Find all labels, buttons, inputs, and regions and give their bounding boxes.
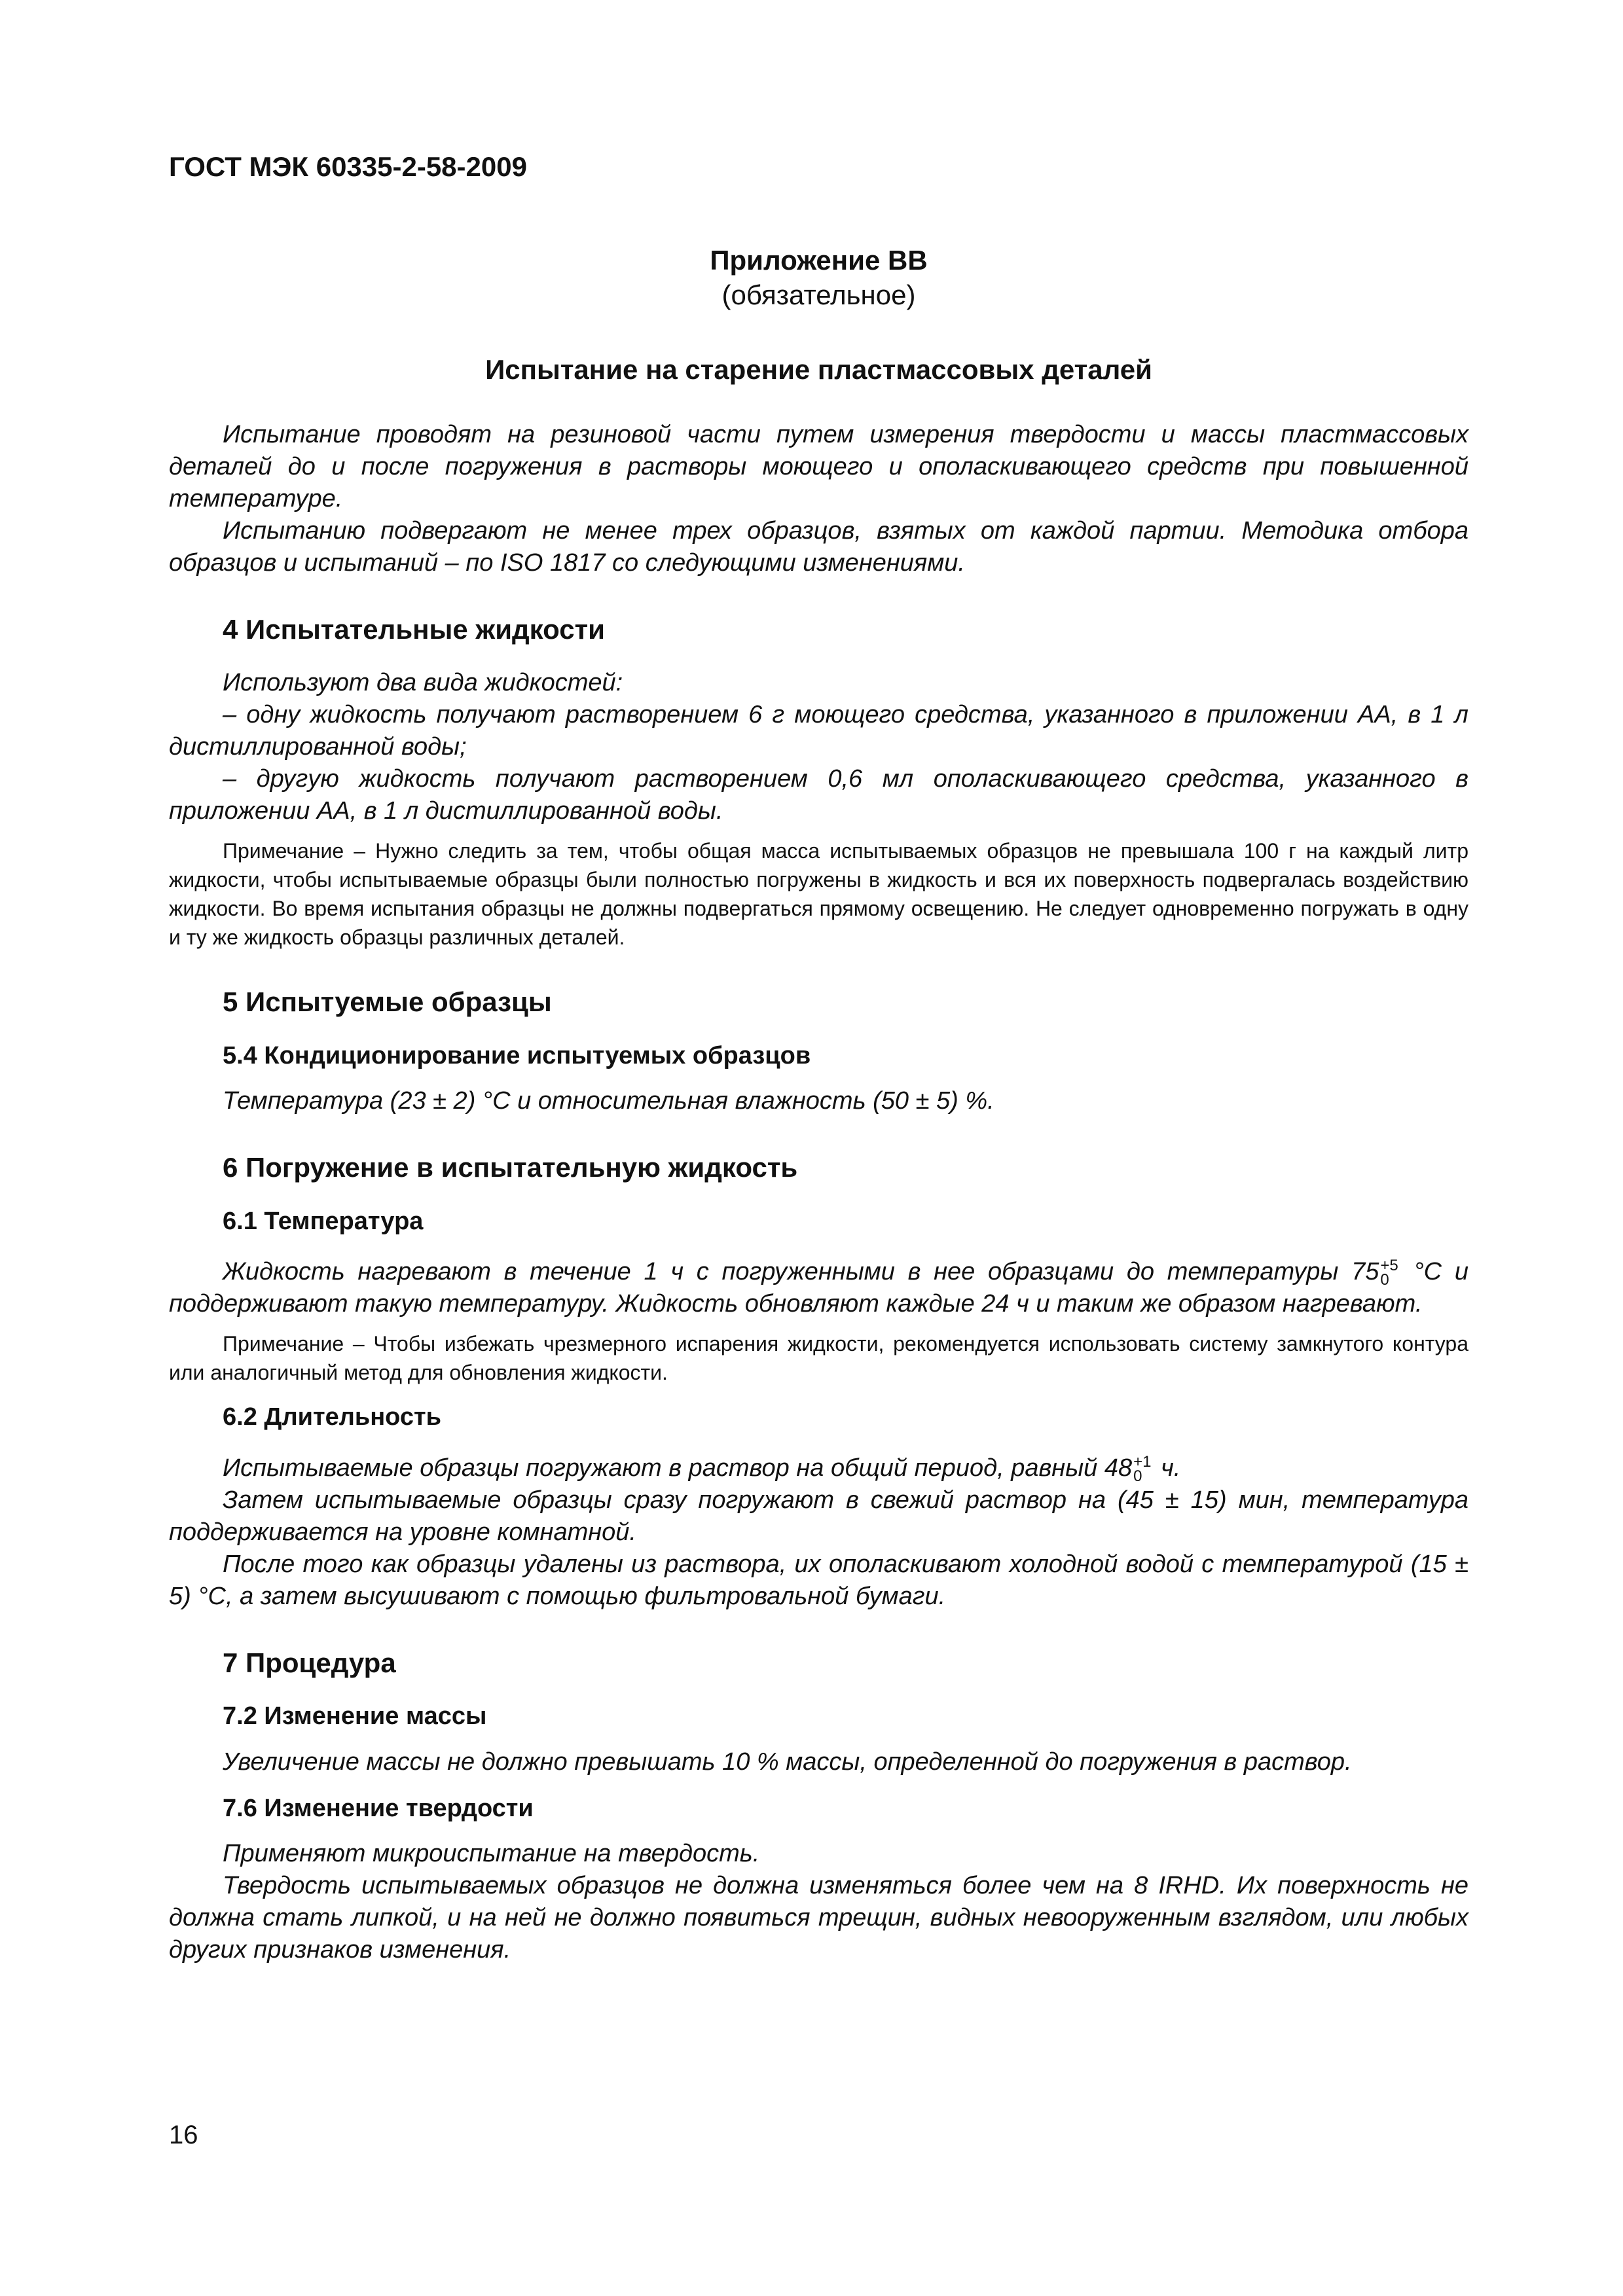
section-6-1-paragraph [169, 1256, 1468, 1320]
section-6-1-note: Примечание – Чтобы избежать чрезмерного испарения жидкости, рекомендуется использовать систему замкнутого контура или аналогичный метод для обновления жидкости. [169, 1332, 1468, 1385]
section-4-heading: 4 Испытательные жидкости [223, 613, 606, 645]
annex-status: (обязательное) [721, 279, 916, 310]
section-7-6-paragraph-2: Твердость испытываемых образцов не должна изменяться более чем на 8 IRHD. Их поверхность не должна стать липкой, и на ней не должно появиться трещин, видных невооруженным взглядом, или любых других признаков изменения. [169, 1872, 1468, 1964]
duration-tolerance [1133, 1452, 1152, 1485]
document-page [169, 151, 1468, 1966]
section-7-2-paragraph: Увеличение массы не должно превышать 10 % массы, определенной до погружения в раствор. [223, 1748, 1352, 1776]
annex-title: Приложение ВВ [710, 245, 928, 276]
section-6-2-paragraph-2: Затем испытываемые образцы сразу погружают в свежий раствор на (45 ± 15) мин, температура поддерживается на уровне комнатной. [169, 1486, 1468, 1546]
intro-paragraph-2: Испытанию подвергают не менее трех образцов, взятых от каждой партии. Методика отбора образцов и испытаний – по ISO 1817 со следующими изменениями. [169, 516, 1468, 577]
document-code: ГОСТ МЭК 60335-2-58-2009 [169, 151, 527, 182]
section-6-1-heading: 6.1 Температура [223, 1208, 424, 1236]
section-5-4-paragraph: Температура (23 ± 2) °С и относительная влажность (50 ± 5) %. [223, 1087, 994, 1115]
section-7-6-paragraph-1: Применяют микроиспытание на твердость. [223, 1840, 760, 1868]
temperature-tolerance-lower: 0 [1380, 1271, 1389, 1289]
section-4-note: Примечание – Нужно следить за тем, чтобы общая масса испытываемых образцов не превышала 100 г на каждый литр жидкости, чтобы испытываемые образцы были полностью погружены в жидкость и вся их поверхность подвергалась воздействию жидкости. Во время испытания образцы не должны подвергаться прямому освещению. Не следует одновременно погружать в одну и ту же жидкость образцы различных деталей. [169, 839, 1468, 950]
section-5-heading: 5 Испытуемые образцы [223, 986, 552, 1018]
section-6-2-heading: 6.2 Длительность [223, 1403, 441, 1431]
section-6-2-paragraph-3: После того как образцы удалены из раствора, их ополаскивают холодной водой с температурой (15 ± 5) °С, а затем высушивают с помощью фильтровальной бумаги. [169, 1550, 1468, 1610]
section-4-paragraph-3: – другую жидкость получают растворением 0,6 мл ополаскивающего средства, указанного в приложении АА, в 1 л дистиллированной воды. [169, 765, 1468, 825]
temperature-tolerance-upper: +5 [1380, 1257, 1398, 1275]
section-6-2-text-b: ч. [1154, 1454, 1181, 1482]
section-6-2-paragraph-1 [169, 1452, 1468, 1484]
section-4-paragraph-2: – одну жидкость получают растворением 6 г моющего средства, указанного в приложении АА, в 1 л дистиллированной воды; [169, 701, 1468, 761]
section-5-4-heading: 5.4 Кондиционирование испытуемых образцов [223, 1042, 811, 1070]
section-4-paragraph-1: Используют два вида жидкостей: [223, 669, 623, 697]
duration-tolerance-upper: +1 [1133, 1452, 1152, 1471]
temperature-tolerance [1380, 1259, 1398, 1287]
duration-tolerance-lower: 0 [1133, 1467, 1142, 1485]
section-6-2-text-a: Испытываемые образцы погружают в раствор на общий период, равный 48 [223, 1454, 1133, 1482]
section-6-1-text-b: °С и поддерживают такую температуру. Жидкость обновляют каждые 24 ч и таким же образом нагревают. [169, 1258, 1468, 1318]
section-6-1-text-a: Жидкость нагревают в течение 1 ч с погруженными в нее образцами до температуры 75 [223, 1258, 1379, 1286]
section-7-6-heading: 7.6 Изменение твердости [223, 1794, 534, 1822]
section-6-heading: 6 Погружение в испытательную жидкость [223, 1152, 798, 1183]
main-title: Испытание на старение пластмассовых деталей [485, 354, 1152, 386]
section-7-heading: 7 Процедура [223, 1647, 396, 1678]
section-7-2-heading: 7.2 Изменение массы [223, 1702, 487, 1731]
page-number: 16 [169, 2121, 198, 2149]
intro-paragraph-1: Испытание проводят на резиновой части путем измерения твердости и массы пластмассовых деталей до и после погружения в растворы моющего и ополаскивающего средств при повышенной температуре. [169, 420, 1468, 512]
